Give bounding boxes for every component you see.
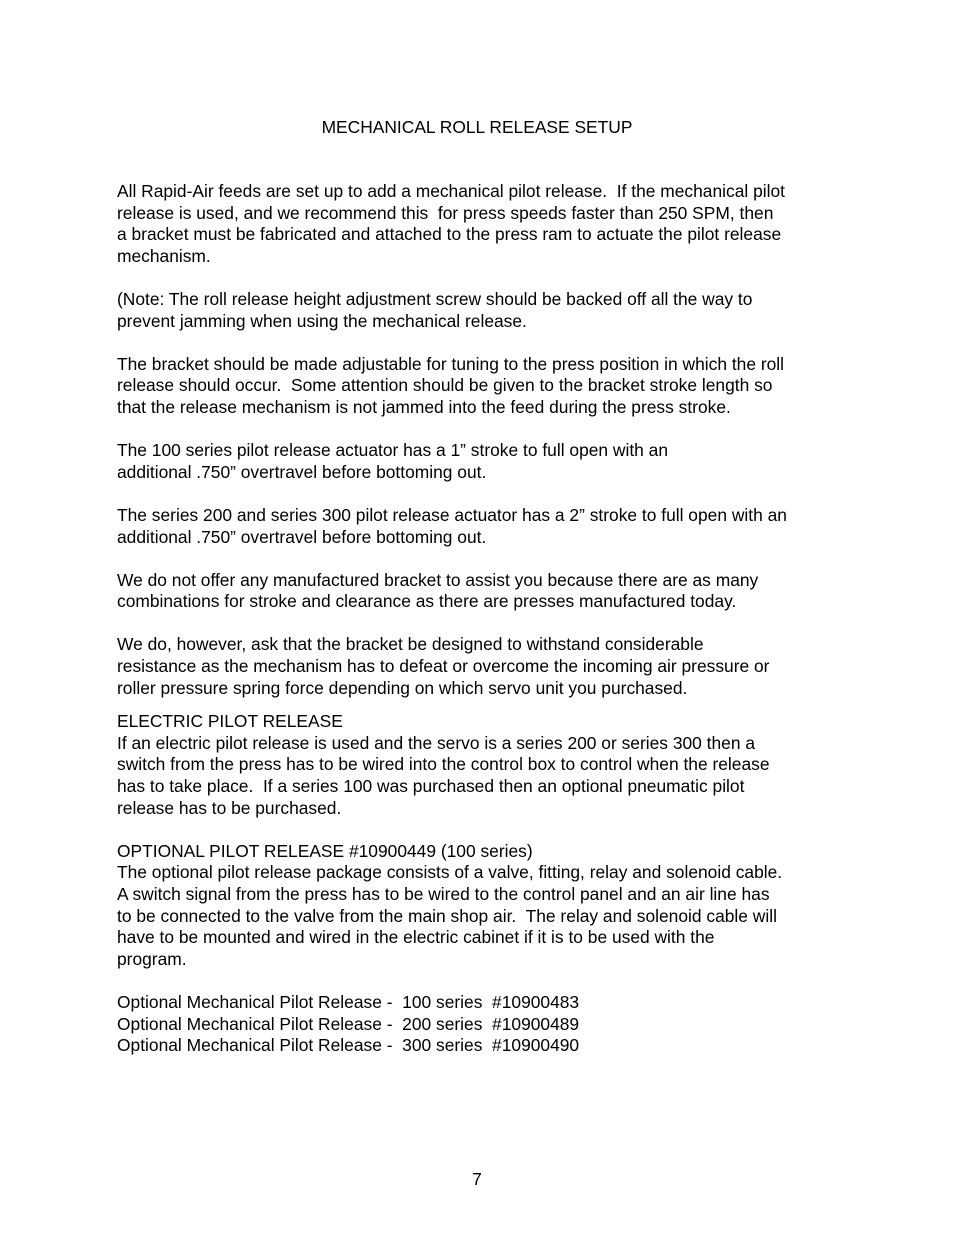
paragraph-200-300-series (117, 505, 857, 548)
section-optional-pilot-release (117, 841, 857, 971)
text-line: We do not offer any manufactured bracket to assist you because there are as many (117, 569, 759, 590)
text-line: resistance as the mechanism has to defeat or overcome the incoming air pressure or (117, 656, 770, 677)
text-line: have to be mounted and wired in the electric cabinet if it is to be used with the (117, 927, 715, 948)
text-line: (Note: The roll release height adjustment screw should be backed off all the way to (117, 288, 753, 309)
text-line: If an electric pilot release is used and the servo is a series 200 or series 300 then a (117, 732, 756, 753)
text-line: prevent jamming when using the mechanical release. (117, 310, 527, 331)
paragraph-100-series (117, 440, 857, 483)
text-line: combinations for stroke and clearance as there are presses manufactured today. (117, 591, 737, 612)
text-line: A switch signal from the press has to be wired to the control panel and an air line has (117, 884, 770, 904)
part-number-item: Optional Mechanical Pilot Release - 300 series #10900490 (117, 1035, 580, 1056)
text-line: a bracket must be fabricated and attached to the press ram to actuate the pilot release (117, 224, 782, 245)
page-number: 7 (472, 1169, 482, 1189)
page-title: MECHANICAL ROLL RELEASE SETUP (321, 117, 633, 137)
part-number-list (117, 992, 857, 1057)
text-line: We do, however, ask that the bracket be designed to withstand considerable (117, 634, 704, 655)
section-heading: ELECTRIC PILOT RELEASE (117, 711, 343, 732)
text-line: to be connected to the valve from the main shop air. The relay and solenoid cable will (117, 905, 777, 926)
text-line: The 100 series pilot release actuator has a 1” stroke to full open with an (117, 440, 669, 461)
text-line: release should occur. Some attention should be given to the bracket stroke length so (117, 375, 773, 396)
paragraph-design (117, 634, 857, 699)
text-line: additional .750” overtravel before bottoming out. (117, 526, 487, 547)
paragraph-note (117, 289, 857, 332)
text-line: has to take place. If a series 100 was purchased then an optional pneumatic pilot (117, 776, 745, 797)
text-line: roller pressure spring force depending on which servo unit you purchased. (117, 677, 688, 698)
section-electric-pilot-release (117, 711, 857, 819)
text-line: program. (117, 948, 187, 969)
paragraph-bracket (117, 354, 857, 419)
text-line: The bracket should be made adjustable for tuning to the press position in which the roll (117, 353, 785, 374)
document-body (117, 181, 857, 1057)
section-heading: OPTIONAL PILOT RELEASE #10900449 (100 series) (117, 840, 533, 861)
text-line: that the release mechanism is not jammed into the feed during the press stroke. (117, 396, 731, 417)
paragraph-no-bracket (117, 570, 857, 613)
part-number-item: Optional Mechanical Pilot Release - 200 series #10900489 (117, 1013, 580, 1034)
text-line: mechanism. (117, 245, 211, 266)
text-line: switch from the press has to be wired into the control box to control when the release (117, 754, 770, 775)
text-line: release is used, and we recommend this for press speeds faster than 250 SPM, then (117, 202, 774, 223)
text-line: The series 200 and series 300 pilot release actuator has a 2” stroke to full open with an (117, 504, 787, 525)
text-line: All Rapid-Air feeds are set up to add a mechanical pilot release. If the mechanical pilot (117, 181, 785, 201)
part-number-item: Optional Mechanical Pilot Release - 100 series #10900483 (117, 991, 580, 1012)
text-line: additional .750” overtravel before bottoming out. (117, 461, 487, 482)
text-line: release has to be purchased. (117, 797, 342, 818)
text-line: The optional pilot release package consists of a valve, fitting, relay and solenoid cable. (117, 862, 783, 883)
paragraph-intro (117, 181, 857, 267)
